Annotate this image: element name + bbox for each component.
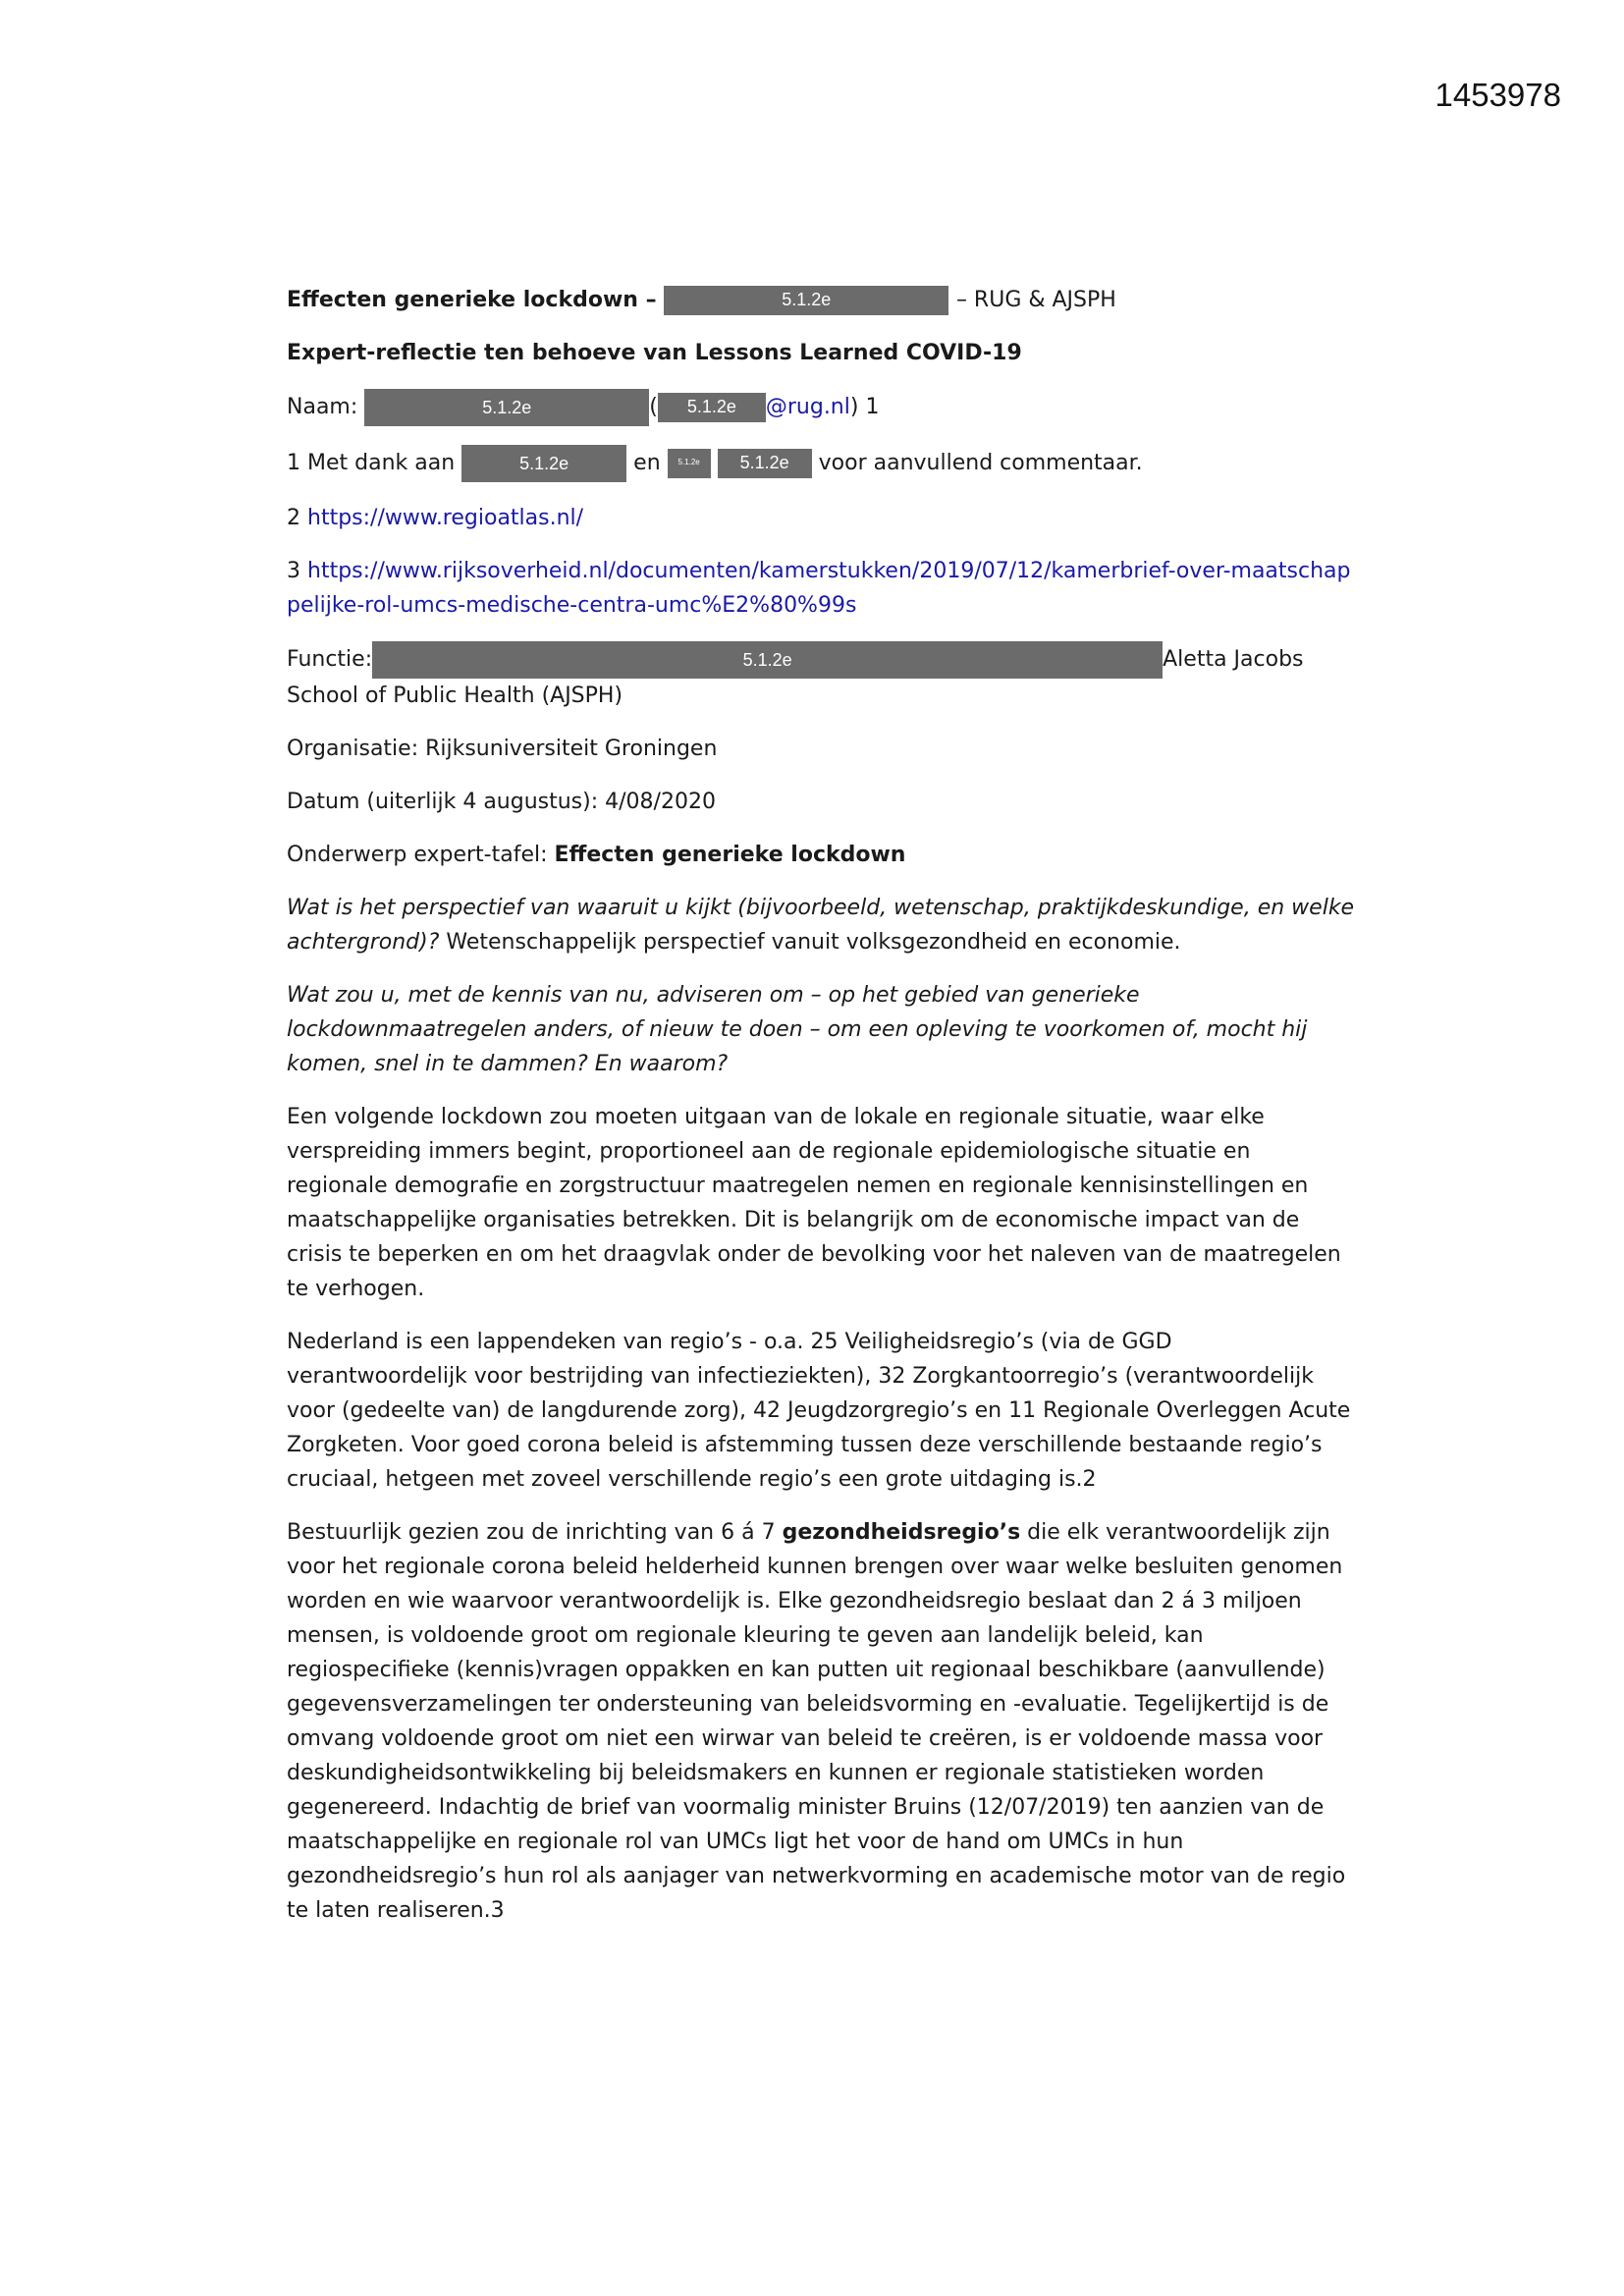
naam-label: Naam: (287, 395, 358, 419)
footnote-2-num: 2 (287, 506, 300, 530)
question-1-text: Wat is het perspectief van waaruit u kijkt (bijvoorbeeld, wetenschap, praktijkdeskundige, en welke achtergrond)? (287, 896, 1355, 955)
document-body (287, 283, 1357, 1946)
email-link[interactable]: @rug.nl (765, 395, 850, 419)
paragraph-3-before: Bestuurlijk gezien zou de inrichting van 6 á 7 (287, 1520, 776, 1545)
footnote-3 (287, 554, 1357, 623)
naam-close: ) 1 (849, 395, 880, 419)
redaction-block: 5.1.2e (664, 286, 948, 315)
question-1-answer: Wetenschappelijk perspectief vanuit volksgezondheid en economie. (446, 930, 1181, 955)
question-2: Wat zou u, met de kennis van nu, adviseren om – op het gebied van generieke lockdownmaatregelen anders, of nieuw te doen – om een opleving te voorkomen of, mocht hij komen, snel in te dammen? En waarom? (287, 983, 1308, 1076)
document-number: 1453978 (1435, 77, 1561, 113)
redaction-block: 5.1.2e (668, 449, 711, 478)
redaction-block: 5.1.2e (364, 389, 649, 426)
document-subtitle: Expert-reflectie ten behoeve van Lessons Learned COVID-19 (287, 341, 1022, 365)
paragraph-1: Een volgende lockdown zou moeten uitgaan van de lokale en regionale situatie, waar elke verspreiding immers begint, proportioneel aan de regionale epidemiologische situatie en regionale demografie en zorgstructuur maatregelen nemen en regionale kennisinstellingen en maatschappelijke organisaties betrekken. Dit is belangrijk om de economische impact van de crisis te beperken en om het draagvlak onder de bevolking voor het naleven van de maatregelen te verhogen. (287, 1105, 1341, 1301)
redaction-block: 5.1.2e (658, 393, 766, 422)
organisatie-line: Organisatie: Rijksuniversiteit Groningen (287, 737, 718, 761)
functie-line (287, 641, 1357, 713)
paragraph-3-after: die elk verantwoordelijk zijn voor het regionale corona beleid helderheid kunnen brengen over waar welke besluiten genomen worden en wie waarvoor verantwoordelijk is. Elke gezondheidsregio beslaat dan 2 á 3 miljoen mensen, is voldoende groot om regionale kleuring te geven aan landelijk beleid, kan regiospecifieke (kennis)vragen oppakken en kan putten uit regionaal beschikbare (aanvullende) gegevensverzamelingen ter ondersteuning van beleidsvorming en -evaluatie. Tegelijkertijd is de omvang voldoende groot om niet een wirwar van beleid te creëren, is er voldoende massa voor deskundigheidsontwikkeling bij beleidsmakers en kunnen er regionale statistieken worden gegenereerd. Indachtig de brief van voormalig minister Bruins (12/07/2019) ten aanzien van de maatschappelijke en regionale rol van UMCs ligt het voor de hand om UMCs in hun gezondheidsregio’s hun rol als aanjager van netwerkvorming en academische motor van de regio te laten realiseren.3 (287, 1520, 1346, 1923)
footnote-1-en: en (633, 451, 661, 475)
question-1 (287, 891, 1357, 959)
footnote-1-prefix: 1 Met dank aan (287, 451, 456, 475)
onderwerp-line (287, 838, 1357, 872)
paragraph-3 (287, 1515, 1357, 1928)
onderwerp-value: Effecten generieke lockdown (554, 843, 906, 867)
footnote-3-num: 3 (287, 559, 300, 583)
footnote-2 (287, 501, 1357, 535)
redaction-block: 5.1.2e (461, 445, 626, 482)
paragraph-2: Nederland is een lappendeken van regio’s - o.a. 25 Veiligheidsregio’s (via de GGD verantwoordelijk voor bestrijding van infectieziekten), 32 Zorgkantoorregio’s (verantwoordelijk voor (gedeelte van) de langdurende zorg), 42 Jeugdzorgregio’s en 11 Regionale Overleggen Acute Zorgketen. Voor goed corona beleid is afstemming tussen deze verschillende bestaande regio’s cruciaal, hetgeen met zoveel verschillende regio’s een grote uitdaging is.2 (287, 1330, 1351, 1492)
functie-label: Functie: (287, 647, 373, 672)
functie-suffix: Aletta Jacobs School of Public Health (AJSPH) (287, 647, 1304, 708)
onderwerp-label: Onderwerp expert-tafel: (287, 843, 548, 867)
title-prefix: Effecten generieke lockdown – (287, 288, 657, 312)
footnote-1 (287, 445, 1357, 482)
datum-line: Datum (uiterlijk 4 augustus): 4/08/2020 (287, 790, 716, 814)
redaction-block: 5.1.2e (718, 449, 812, 478)
redaction-block: 5.1.2e (372, 641, 1163, 679)
naam-line (287, 389, 1357, 426)
title-suffix: – RUG & AJSPH (955, 288, 1116, 312)
footnote-3-link[interactable]: https://www.rijksoverheid.nl/documenten/kamerstukken/2019/07/12/kamerbrief-over-maatschappelijke-rol-umcs-medische-centra-umc%E2%80%99s (287, 559, 1351, 618)
paragraph-3-bold: gezondheidsregio’s (782, 1520, 1021, 1545)
footnote-2-link[interactable]: https://www.regioatlas.nl/ (307, 506, 584, 530)
footnote-1-suffix: voor aanvullend commentaar. (818, 451, 1143, 475)
document-title (287, 283, 1357, 317)
naam-open: ( (649, 395, 658, 419)
